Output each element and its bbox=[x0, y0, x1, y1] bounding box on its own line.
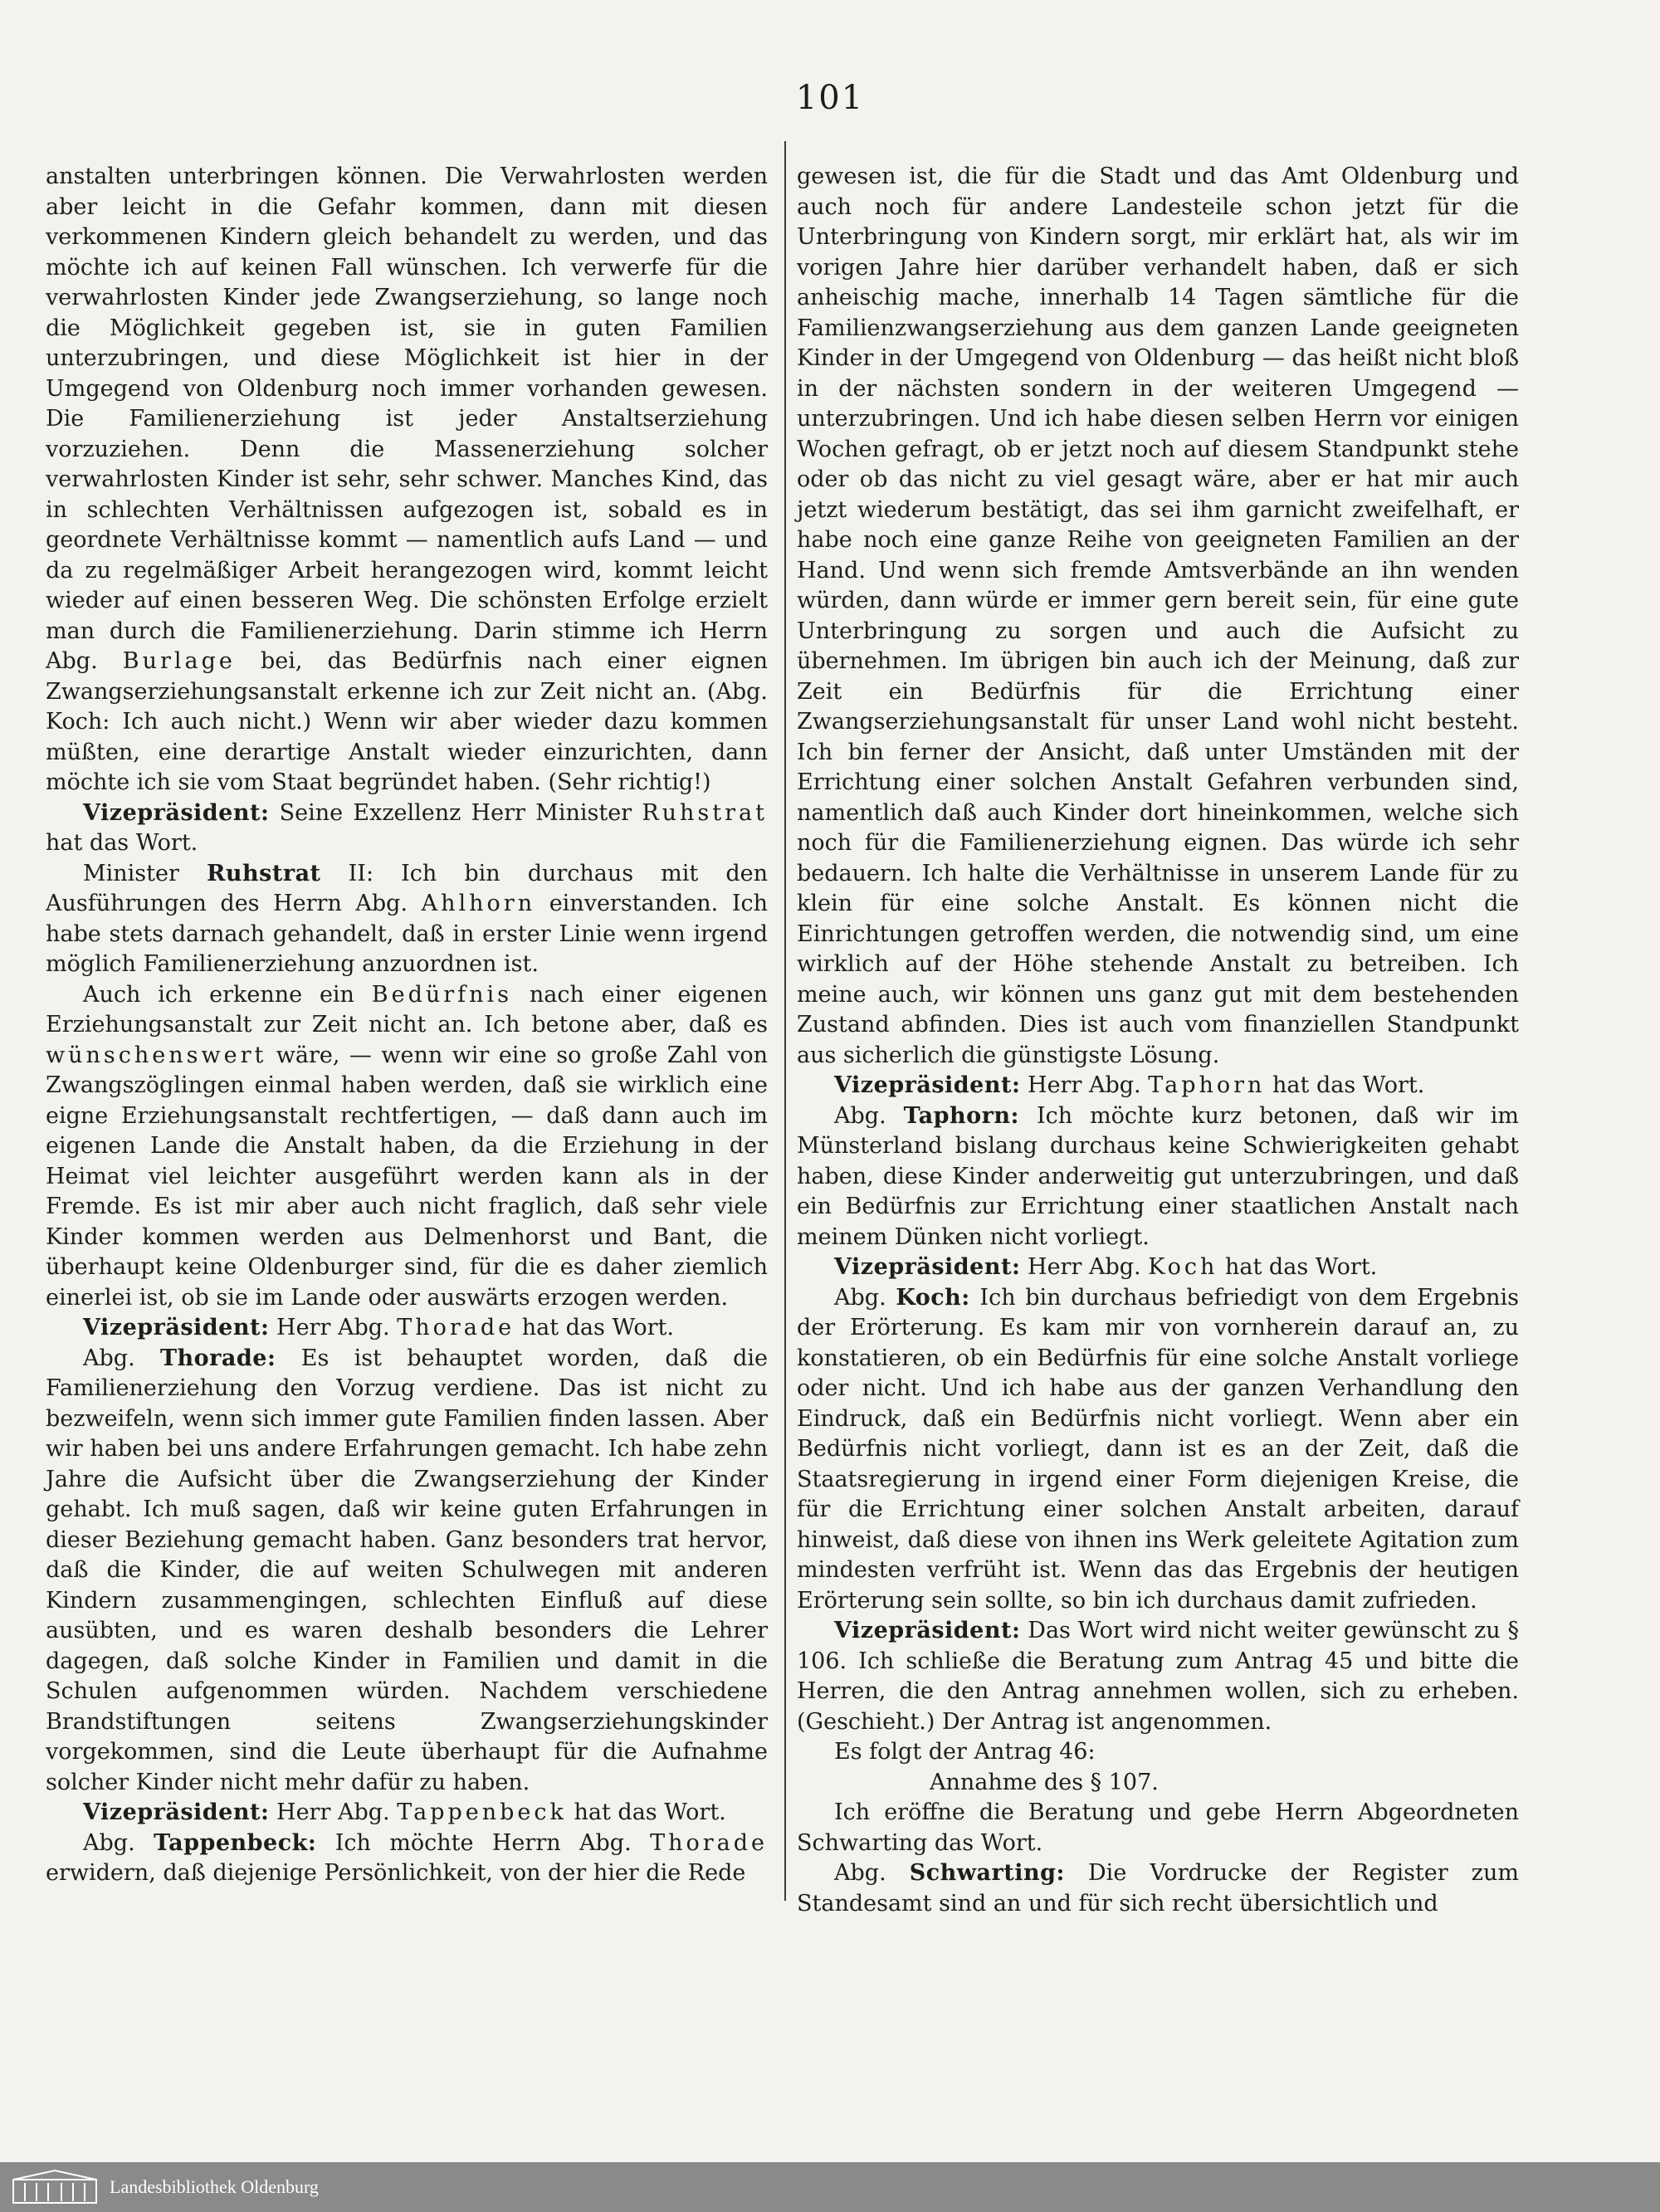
paragraph: gewesen ist, die für die Stadt und das Amt Oldenburg und auch noch für andere Landesteile schon jetzt für die Unterbringung von Kindern sorgt, mir erklärt hat, als wir im vorigen Jahre hier darüber verhandelt haben, daß er sich anheischig mache, innerhalb 14 Tagen sämtliche für die Familienzwangserziehung aus dem ganzen Lande geeigneten Kinder in der Umgegend von Oldenburg — das heißt nicht bloß in der nächsten sondern in der weiteren Umgegend — unterzubringen. Und ich habe diesen selben Herrn vor einigen Wochen gefragt, ob er jetzt noch auf diesem Standpunkt stehe oder ob das nicht zu viel gesagt wäre, aber er hat mir auch jetzt wiederum bestätigt, das sei ihm garnicht zweifelhaft, er habe noch eine ganze Reihe von geeigneten Familien an der Hand. Und wenn sich fremde Amtsverbände an ihn wenden würden, dann würde er immer gern bereit sein, für eine gute Unterbringung zu sorgen und auch die Aufsicht zu übernehmen. Im übrigen bin auch ich der Meinung, daß zur Zeit ein Bedürfnis für die Errichtung einer Zwangserziehungsanstalt für unser Land wohl nicht besteht. Ich bin ferner der Ansicht, daß unter Umständen mit der Errichtung einer solchen Anstalt Gefahren verbunden sind, namentlich daß auch Kinder dort hineinkommen, welche sich noch für die Familienerziehung eignen. Das würde ich sehr bedauern. Ich halte die Verhältnisse in unserem Lande für zu klein für eine solche Anstalt. Es können nicht die Einrichtungen getroffen werden, die notwendig sind, um eine wirklich auf der Höhe stehende Anstalt zu betreiben. Ich meine auch, wir können uns ganz gut mit dem bestehenden Zustand abfinden. Dies ist auch vom finanziellen Standpunkt aus sicherlich die günstigste Lösung. bbox=[797, 164, 1519, 1068]
right-column bbox=[797, 162, 1519, 1919]
speaker-label: Vizepräsident: bbox=[834, 1072, 1021, 1098]
speaker-label: Koch: bbox=[896, 1284, 970, 1311]
speaker-paragraph: Minister Ruhstrat II: Ich bin durchaus mit den Ausführungen des Herrn Abg. Ahlhorn einverstanden. Ich habe stets darnach gehandelt, daß in erster Linie wenn irgend möglich Familienerziehung anzuordnen ist. bbox=[46, 860, 769, 977]
speaker-label: Vizepräsident: bbox=[83, 799, 270, 826]
speaker-paragraph: Abg. Tappenbeck: Ich möchte Herrn Abg. Thorade erwidern, daß diejenige Persönlichkeit, von der hier die Rede bbox=[46, 1829, 768, 1886]
speaker-paragraph: Abg. Koch: Ich bin durchaus befriedigt von dem Ergebnis der Erörterung. Es kam mir von vornherein darauf an, zu konstatieren, ob ein Bedürfnis für eine solche Anstalt vorliege oder nicht. Und ich habe aus der ganzen Verhandlung den Eindruck, daß ein Bedürfnis nicht vorliegt. Wenn aber ein Bedürfnis nicht vorliegt, dann ist es an der Zeit, daß die Staatsregierung in irgend einer Form diejenigen Kreise, die für die Errichtung einer solchen Anstalt arbeiten, darauf hinweist, daß diese von ihnen ins Werk geleitete Agitation zum mindesten verfrüht ist. Wenn das das Ergebnis der heutigen Erörterung sein sollte, so bin ich durchaus damit zufrieden. bbox=[797, 1284, 1519, 1614]
speaker-label: Taphorn: bbox=[903, 1102, 1019, 1129]
left-column bbox=[46, 162, 768, 1889]
speaker-paragraph: Abg. Taphorn: Ich möchte kurz betonen, daß wir im Münsterland bislang durchaus keine Schwierigkeiten gehabt haben, diese Kinder anderweitig gut unterzubringen, und daß ein Bedürfnis zur Errichtung einer staatlichen Anstalt nach meinem Dünken nicht vorliegt. bbox=[797, 1102, 1519, 1250]
speaker-paragraph: Abg. Schwarting: Die Vordrucke der Register zum Standesamt sind an und für sich recht übersichtlich und bbox=[797, 1860, 1519, 1917]
speaker-paragraph: Abg. Thorade: Es ist behauptet worden, daß die Familienerziehung den Vorzug verdiene. Das ist nicht zu bezweifeln, wenn sich immer gute Familien finden lassen. Aber wir haben bei uns andere Erfahrungen gemacht. Ich habe zehn Jahre die Aufsicht über die Zwangserziehung der Kinder gehabt. Ich muß sagen, daß wir keine guten Erfahrungen in dieser Beziehung gemacht haben. Ganz besonders trat hervor, daß die Kinder, die auf weiten Schulwegen mit anderen Kindern zusammengingen, schlechten Einfluß auf diese ausübten, und es waren deshalb besonders die Lehrer dagegen, daß solche Kinder in Familien und damit in die Schulen aufgenommen würden. Nachdem verschiedene Brandstiftungen seitens Zwangserziehungskinder vorgekommen, sind die Leute überhaupt für die Aufnahme solcher Kinder nicht mehr dafür zu haben. bbox=[46, 1345, 768, 1795]
paragraph: Es folgt der Antrag 46: bbox=[834, 1739, 1096, 1765]
speaker-paragraph: Vizepräsident: Herr Abg. Tappenbeck hat das Wort. bbox=[83, 1799, 726, 1825]
column-divider bbox=[784, 141, 786, 1901]
speaker-label: Vizepräsident: bbox=[83, 1799, 270, 1825]
speaker-label: Thorade: bbox=[159, 1345, 276, 1371]
paragraph: Annahme des § 107. bbox=[930, 1769, 1159, 1795]
library-name: Landesbibliothek Oldenburg bbox=[110, 2176, 319, 2197]
speaker-label: Tappenbeck: bbox=[154, 1829, 317, 1856]
speaker-paragraph: Vizepräsident: Herr Abg. Thorade hat das Wort. bbox=[83, 1315, 674, 1340]
speaker-paragraph: Vizepräsident: Das Wort wird nicht weiter gewünscht zu § 106. Ich schließe die Beratung zum Antrag 45 und bitte die Herren, die den Antrag annehmen wollen, sich zu erheben. (Geschieht.) Der Antrag ist angenommen. bbox=[797, 1618, 1520, 1735]
speaker-label: Vizepräsident: bbox=[834, 1254, 1021, 1280]
speaker-label: Ruhstrat bbox=[206, 860, 321, 886]
speaker-paragraph: Vizepräsident: Seine Exzellenz Herr Minister Ruhstrat hat das Wort. bbox=[46, 799, 768, 856]
speaker-label: Vizepräsident: bbox=[83, 1315, 270, 1340]
speaker-label: Schwarting: bbox=[909, 1860, 1065, 1886]
paragraph: Auch ich erkenne ein Bedürfnis nach einer eigenen Erziehungsanstalt zur Zeit nicht an. Ich betone aber, daß es wünschenswert wäre, — wenn wir eine so große Zahl von Zwangszöglingen einmal haben werden, daß sie wirklich eine eigne Erziehungsanstalt rechtfertigen, — daß dann auch im eigenen Lande die Anstalt haben, da die Erziehung in der Heimat viel leichter ausgeführt werden kann als in der Fremde. Es ist mir aber auch nicht fraglich, daß sehr viele Kinder kommen werden aus Delmenhorst und Bant, die überhaupt keine Oldenburger sind, für die es daher ziemlich einerlei ist, ob sie im Lande oder auswärts erzogen werden. bbox=[46, 981, 768, 1311]
paragraph: Ich eröffne die Beratung und gebe Herrn Abgeordneten Schwarting das Wort. bbox=[797, 1799, 1519, 1856]
speaker-label: Vizepräsident: bbox=[834, 1618, 1021, 1643]
library-building-icon bbox=[12, 2168, 98, 2205]
speaker-paragraph: Vizepräsident: Herr Abg. Taphorn hat das Wort. bbox=[834, 1072, 1425, 1098]
paragraph: anstalten unterbringen können. Die Verwahrlosten werden aber leicht in die Gefahr kommen, dann mit diesen verkommenen Kindern gleich behandelt zu werden, und das möchte ich auf keinen Fall wünschen. Ich verwerfe für die verwahrlosten Kinder jede Zwangserziehung, so lange noch die Möglichkeit gegeben ist, sie in guten Familien unterzubringen, und diese Möglichkeit ist hier in der Umgegend von Oldenburg noch immer vorhanden gewesen. Die Familienerziehung ist jeder Anstaltserziehung vorzuziehen. Denn die Massenerziehung solcher verwahrlosten Kinder ist sehr, sehr schwer. Manches Kind, das in schlechten Verhältnissen aufgezogen ist, sobald es in geordnete Verhältnisse kommt — namentlich aufs Land — und da zu regelmäßiger Arbeit herangezogen wird, kommt leicht wieder auf einen besseren Weg. Die schönsten Erfolge erzielt man durch die Familienerziehung. Darin stimme ich Herrn Abg. Burlage bei, das Bedürfnis nach einer eignen Zwangserziehungsanstalt erkenne ich zur Zeit nicht an. (Abg. Koch: Ich auch nicht.) Wenn wir aber wieder dazu kommen müßten, eine derartige Anstalt wieder einzurichten, dann möchte ich sie vom Staat begründet haben. (Sehr richtig!) bbox=[46, 164, 768, 795]
page-number: 101 bbox=[795, 79, 865, 117]
speaker-paragraph: Vizepräsident: Herr Abg. Koch hat das Wort. bbox=[834, 1254, 1378, 1280]
